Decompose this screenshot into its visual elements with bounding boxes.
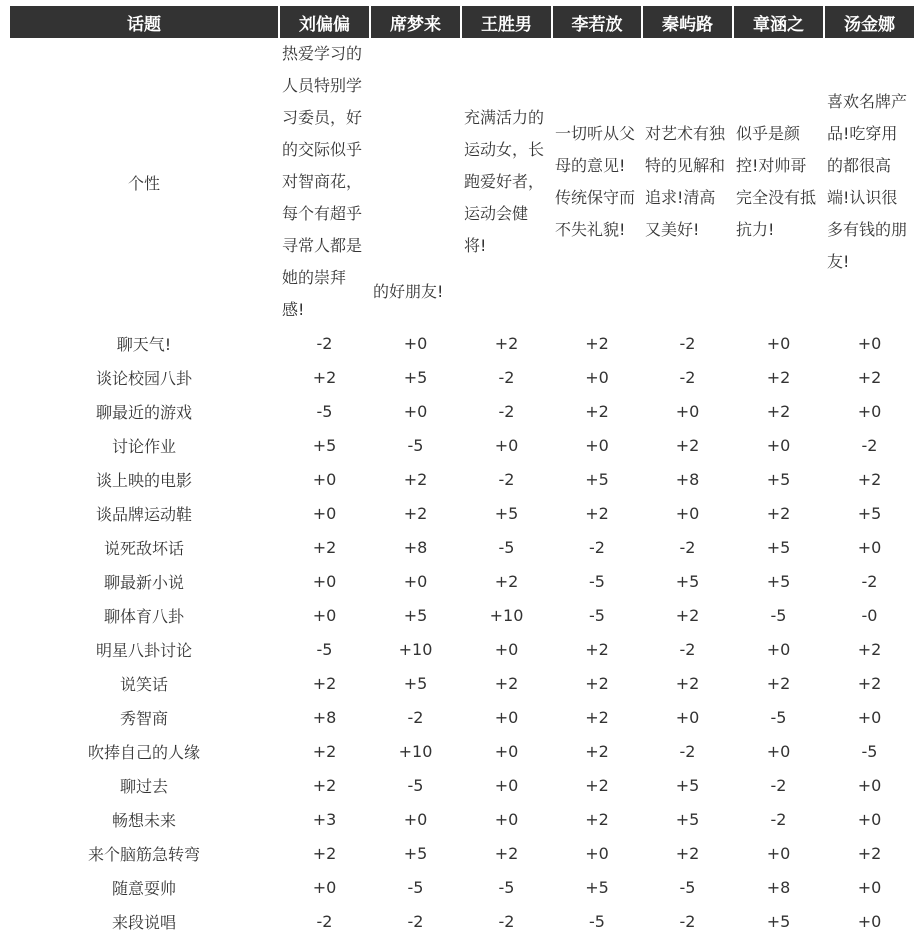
topic-label: 来段说唱: [111, 912, 176, 932]
affinity-value: +0: [494, 639, 519, 659]
character-header: 李若放: [553, 6, 641, 38]
affinity-value: +2: [675, 605, 700, 625]
affinity-value: +0: [312, 469, 337, 489]
affinity-value: +0: [766, 435, 791, 455]
affinity-value: +5: [675, 775, 700, 795]
affinity-value: +0: [312, 571, 337, 591]
character-header: 刘偏偏: [280, 6, 369, 38]
affinity-value: -2: [770, 809, 787, 829]
affinity-value: +2: [675, 843, 700, 863]
affinity-value: +0: [494, 809, 519, 829]
topic-row: [10, 598, 914, 632]
persona-label: 个性: [127, 173, 160, 193]
character-header: 秦屿路: [643, 6, 732, 38]
affinity-value: +0: [403, 333, 428, 353]
affinity-value: +2: [766, 401, 791, 421]
topic-row: [10, 904, 914, 938]
affinity-value: +0: [857, 537, 882, 557]
affinity-value: +5: [403, 673, 428, 693]
affinity-value: +0: [857, 333, 882, 353]
topic-row: [10, 836, 914, 870]
topic-label: 来个脑筋急转弯: [87, 844, 200, 864]
affinity-value: +5: [403, 605, 428, 625]
affinity-value: +8: [403, 537, 428, 557]
topic-row: [10, 870, 914, 904]
character-header: 王胜男: [462, 6, 551, 38]
topic-label: 随意耍帅: [111, 878, 176, 898]
affinity-value: +2: [857, 367, 882, 387]
affinity-value: +5: [766, 469, 791, 489]
affinity-value: +5: [766, 571, 791, 591]
affinity-value: +2: [766, 367, 791, 387]
persona-row: [10, 38, 914, 326]
topic-label: 聊过去: [119, 776, 168, 796]
affinity-value: +5: [857, 503, 882, 523]
topic-row: [10, 802, 914, 836]
affinity-value: -5: [770, 707, 787, 727]
affinity-value: +0: [766, 639, 791, 659]
affinity-value: -2: [679, 911, 696, 931]
affinity-value: +2: [494, 843, 519, 863]
affinity-value: -5: [316, 401, 333, 421]
affinity-value: +0: [494, 741, 519, 761]
affinity-value: +2: [766, 503, 791, 523]
affinity-value: -5: [498, 877, 515, 897]
topic-label: 谈论校园八卦: [95, 368, 192, 388]
affinity-value: -5: [316, 639, 333, 659]
topic-label: 讨论作业: [111, 436, 176, 456]
affinity-value: +0: [766, 843, 791, 863]
affinity-value: +2: [585, 333, 609, 353]
affinity-value: +0: [857, 809, 882, 829]
affinity-value: +0: [403, 571, 428, 591]
affinity-value: -2: [861, 571, 878, 591]
affinity-value: -2: [770, 775, 787, 795]
topic-row: [10, 462, 914, 496]
affinity-value: +5: [494, 503, 519, 523]
affinity-value: +0: [766, 333, 791, 353]
affinity-value: +0: [312, 877, 337, 897]
topic-row: [10, 394, 914, 428]
affinity-value: +5: [585, 469, 609, 489]
affinity-value: -5: [770, 605, 787, 625]
affinity-value: +5: [675, 571, 700, 591]
topic-label: 谈上映的电影: [95, 470, 192, 490]
affinity-value: +8: [675, 469, 700, 489]
affinity-value: +2: [312, 843, 337, 863]
affinity-value: -0: [861, 605, 878, 625]
affinity-value: +2: [494, 571, 519, 591]
affinity-value: +2: [403, 469, 428, 489]
topic-label: 聊最新小说: [103, 572, 184, 592]
topic-label: 谈品牌运动鞋: [95, 504, 192, 524]
affinity-value: +2: [494, 673, 519, 693]
affinity-value: +0: [675, 707, 700, 727]
affinity-value: +8: [312, 707, 337, 727]
topic-row: [10, 530, 914, 564]
affinity-value: +0: [494, 775, 519, 795]
affinity-value: +0: [585, 843, 609, 863]
affinity-value: +5: [766, 537, 791, 557]
affinity-value: +2: [675, 435, 700, 455]
persona-description: 热爱学习的人员特别学习委员，好的交际似乎对智商花，每个有超乎寻常人都是她的崇拜感!: [282, 44, 363, 319]
topic-label: 明星八卦讨论: [95, 640, 192, 660]
affinity-value: +8: [766, 877, 791, 897]
affinity-value: +0: [857, 775, 882, 795]
affinity-value: -5: [589, 571, 605, 591]
persona-description: 充满活力的运动女，长跑爱好者，运动会健将!: [464, 108, 545, 255]
affinity-value: +0: [766, 741, 791, 761]
affinity-value: +2: [585, 775, 609, 795]
affinity-value: +10: [398, 741, 433, 761]
affinity-value: -2: [679, 537, 696, 557]
topic-row: [10, 734, 914, 768]
topic-row: [10, 632, 914, 666]
affinity-value: -2: [407, 707, 424, 727]
affinity-value: -2: [861, 435, 878, 455]
affinity-value: +2: [494, 333, 519, 353]
affinity-value: +0: [675, 401, 700, 421]
affinity-value: +2: [312, 741, 337, 761]
affinity-value: +0: [857, 877, 882, 897]
affinity-value: +0: [675, 503, 700, 523]
topic-row: [10, 496, 914, 530]
affinity-value: +2: [857, 673, 882, 693]
topic-row: [10, 666, 914, 700]
topic-label: 聊最近的游戏: [95, 402, 192, 422]
affinity-value: +2: [766, 673, 791, 693]
affinity-value: +2: [312, 775, 337, 795]
topic-row: [10, 360, 914, 394]
affinity-value: +2: [857, 639, 882, 659]
affinity-value: +2: [585, 503, 609, 523]
persona-description: 似乎是颜控!对帅哥完全没有抵抗力!: [736, 124, 817, 239]
affinity-value: +0: [857, 707, 882, 727]
affinity-value: +0: [585, 367, 609, 387]
affinity-value: +0: [494, 707, 519, 727]
affinity-value: +2: [585, 639, 609, 659]
affinity-value: -2: [407, 911, 424, 931]
character-header: 汤金娜: [825, 6, 914, 38]
affinity-value: +5: [403, 843, 428, 863]
affinity-value: -2: [498, 469, 515, 489]
affinity-value: -2: [679, 639, 696, 659]
affinity-value: +5: [312, 435, 337, 455]
affinity-value: -5: [679, 877, 696, 897]
topic-row: [10, 428, 914, 462]
affinity-value: +2: [585, 707, 609, 727]
affinity-value: -2: [679, 367, 696, 387]
affinity-value: -2: [498, 367, 515, 387]
topic-label: 说死敌坏话: [103, 538, 184, 558]
affinity-value: +2: [675, 673, 700, 693]
topic-column-header: 话题: [10, 6, 278, 38]
affinity-value: +3: [312, 809, 337, 829]
topic-label: 聊体育八卦: [103, 606, 184, 626]
affinity-value: +2: [857, 469, 882, 489]
topic-label: 聊天气!: [116, 334, 172, 354]
affinity-value: +2: [312, 367, 337, 387]
affinity-value: -2: [316, 911, 333, 931]
affinity-value: +5: [766, 911, 791, 931]
affinity-value: -2: [589, 537, 605, 557]
affinity-value: -5: [589, 911, 605, 931]
affinity-value: -5: [861, 741, 878, 761]
affinity-value: -2: [679, 333, 696, 353]
affinity-value: +0: [857, 911, 882, 931]
affinity-value: +0: [312, 605, 337, 625]
header-row: [10, 6, 914, 38]
affinity-value: -5: [407, 877, 424, 897]
affinity-value: +0: [857, 401, 882, 421]
affinity-value: +5: [585, 877, 609, 897]
affinity-value: +2: [312, 673, 337, 693]
affinity-value: +2: [585, 401, 609, 421]
topic-affinity-table: [8, 6, 916, 938]
affinity-value: -2: [679, 741, 696, 761]
affinity-value: +5: [675, 809, 700, 829]
affinity-value: +2: [585, 741, 609, 761]
affinity-value: +2: [312, 537, 337, 557]
topic-label: 吹捧自己的人缘: [87, 742, 200, 762]
topic-label: 说笑话: [119, 674, 168, 694]
affinity-value: -2: [316, 333, 333, 353]
topic-row: [10, 700, 914, 734]
affinity-value: -2: [498, 401, 515, 421]
affinity-value: +0: [403, 809, 428, 829]
affinity-value: +2: [585, 809, 609, 829]
affinity-value: +2: [585, 673, 609, 693]
affinity-value: +10: [398, 639, 433, 659]
persona-description: 的好朋友!: [373, 282, 444, 301]
affinity-value: +0: [585, 435, 609, 455]
character-header: 席梦来: [371, 6, 460, 38]
affinity-value: +5: [403, 367, 428, 387]
topic-label: 畅想未来: [111, 810, 176, 830]
affinity-value: +0: [494, 435, 519, 455]
affinity-value: +0: [403, 401, 428, 421]
topic-row: [10, 326, 914, 360]
persona-description: 对艺术有独特的见解和追求!清高又美好!: [645, 124, 726, 239]
topic-row: [10, 768, 914, 802]
topic-row: [10, 564, 914, 598]
affinity-value: -5: [407, 435, 424, 455]
topic-label: 秀智商: [119, 708, 168, 728]
affinity-value: +10: [489, 605, 524, 625]
affinity-value: -5: [498, 537, 515, 557]
affinity-value: +2: [403, 503, 428, 523]
affinity-value: +2: [857, 843, 882, 863]
affinity-value: -2: [498, 911, 515, 931]
persona-description: 喜欢名牌产品!吃穿用的都很高端!认识很多有钱的朋友!: [827, 92, 908, 271]
character-header: 章涵之: [734, 6, 823, 38]
affinity-value: +0: [312, 503, 337, 523]
affinity-value: -5: [589, 605, 605, 625]
affinity-value: -5: [407, 775, 424, 795]
persona-description: 一切听从父母的意见!传统保守而不失礼貌!: [555, 124, 636, 239]
